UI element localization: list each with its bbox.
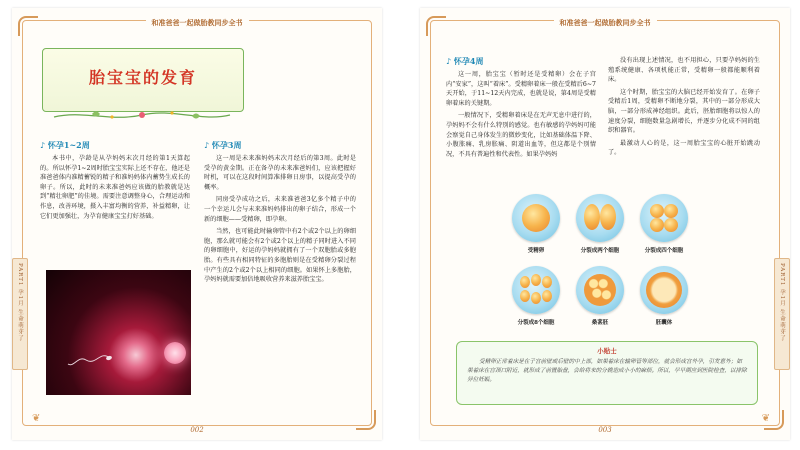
running-head: 和准爸爸一起做胎教同步全书 — [12, 18, 382, 28]
cell-label: 分裂成四个细胞 — [644, 248, 684, 254]
page-number: 002 — [190, 426, 204, 434]
cell-label: 分裂成两个细胞 — [580, 248, 620, 254]
cell-division-diagram — [506, 186, 696, 346]
week-1-2-heading: ♪ 怀孕1~2周 — [40, 140, 90, 150]
two-cell-icon — [576, 194, 624, 242]
tip-box — [456, 341, 758, 405]
cell-label: 分裂成8个细胞 — [517, 320, 555, 326]
week-4-text-col1: 这一周，胎宝宝（暂时还是受精卵）会在子宫内“安家”，这叫“着床”。受精卵着床一般在受精后6~7天开始，于11~12天内完成，也就是说，第4周是受精卵着床的关键期。 一般情况下，受精卵着床是在无声无息中进行的，孕妈妈不会有什么特别的感觉。也有敏感的孕妈妈可能会察觉自己身体发生的微妙变化，比如基础体温下降、小腹胀痛、乳房胀痛、阴道出血等，但这都是个别情况，不具有普遍性和代表性。如果孕妈妈 — [446, 71, 596, 158]
side-tab-part: PART1 — [17, 263, 23, 287]
four-cell-icon — [640, 194, 688, 242]
cell-label: 桑葚胚 — [591, 320, 609, 326]
vine-ornament-icon — [52, 108, 232, 122]
right-page — [420, 8, 790, 440]
section-title-box — [42, 48, 244, 112]
egg-cell-icon — [164, 342, 186, 364]
cell-label: 胚囊体 — [655, 320, 673, 326]
side-tab-month: 孕1月 — [17, 289, 23, 307]
week-3-text: 这一周是未来准妈妈末次月经后的第3周。此时是受孕的黄金期。正在备孕的未来准爸妈们，应该把握好时机，可以在这段时间算准排卵日房事，以提高受孕的概率。 同房受孕成功之后，未来准爸爸3亿多个精子中的一个幸运儿会与未来准妈妈排出的卵子结合，形成一个新的细胞——受精卵，即孕卵。 当然，也可能此时输卵管中有2个或2个以上的卵细胞，那么就可能会有2个或2个以上的精子同时进入不同的卵细胞中，好运的孕妈妈就拥有了一个双胞胎或多胞胎。有些具有相同特征的多胞胎则是在受精卵分裂过程中产生的2个或2个以上相同的细胞。如果怀上多胞胎，孕妈妈就需要加倍地吸收营养来滋养胎宝宝。 — [204, 155, 356, 284]
week-1-2-text: 本书中，孕龄是从孕妈妈末次月经的第1天算起的。所以怀孕1~2周时胎宝宝实际上还不存在，他还是准爸爸体内准精蓄锐的精子和准妈妈体内蓄势生成长的卵子。所以，此时的未来准爸妈应该做的胎教就是达到“精壮卵肥”的佳境。需要注意调整身心，合理运动和作息，改善环境，摄入丰富均衡的营养，补益精卵，让它们更加强壮，为孕育健康宝宝打好基础。 — [40, 155, 190, 220]
tip-title: 小贴士 — [597, 347, 617, 355]
side-tab-month: 孕1月 — [779, 289, 785, 307]
blastocyst-icon — [640, 266, 688, 314]
side-tab — [12, 258, 28, 370]
week-3-heading: ♪ 怀孕3周 — [204, 140, 242, 150]
left-page — [12, 8, 382, 440]
page-number: 003 — [598, 426, 612, 434]
week-4-heading: ♪ 怀孕4周 — [446, 56, 484, 66]
corner-flourish-icon: ❦ — [32, 413, 41, 424]
side-tab — [774, 258, 790, 370]
cell-label: 受精卵 — [527, 248, 545, 254]
side-tab-chapter: 生命萌芽了 — [779, 309, 785, 342]
side-tab-chapter: 生命萌芽了 — [17, 309, 23, 342]
fertilized-egg-icon — [512, 194, 560, 242]
side-tab-part: PART1 — [779, 263, 785, 287]
week-4-text-col2: 没有出现上述情况，也不用担心，只要孕妈妈的生殖系统健康、各项机能正常，受精卵一般都能顺利着床。 这个时期，胎宝宝的大脑已经开始发育了。在卵子受精后1周，受精卵不断地分裂，其中的一部分形成大脑，一部分形成神经组织。此后，胚胎细胞将以惊人的速度分裂，细胞数量急剧增长，并逐步分化成不同的组织和器官。 最激动人心的是，这一周胎宝宝的心脏开始跳动了。 — [608, 57, 760, 157]
eight-cell-icon — [512, 266, 560, 314]
morula-icon — [576, 266, 624, 314]
sperm-tail-icon — [66, 340, 112, 380]
corner-flourish-icon: ❦ — [761, 413, 770, 424]
running-head: 和准爸爸一起做胎教同步全书 — [420, 18, 790, 28]
tip-text: 受精卵正常着床是在子宫前壁或后壁的中上部，如果着床在输卵管等部位，就会形成宫外孕，引发意外；如果着床在宫颈口附近，就形成了前置胎盘，会给将来的分娩造成小小的麻烦。所以，早早期应到医院检查，以排除异位妊娠。 — [467, 359, 747, 383]
section-title: 胎宝宝的发育 — [88, 68, 197, 87]
sperm-egg-photo — [46, 270, 191, 395]
